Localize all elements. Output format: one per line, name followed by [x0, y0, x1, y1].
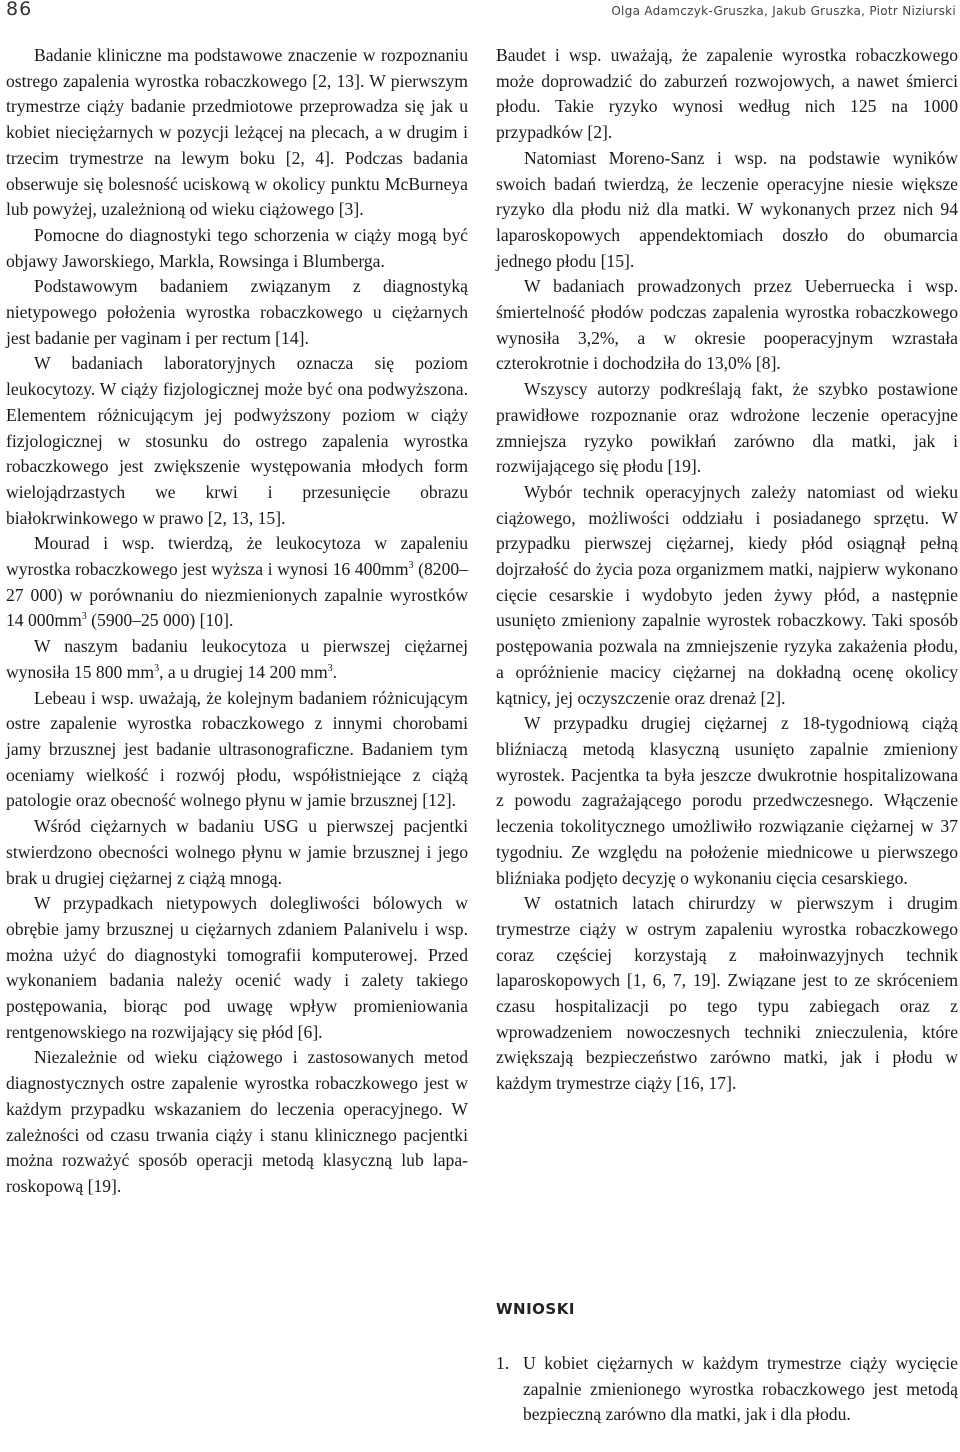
paragraph: Badanie kliniczne ma podstawowe znaczenie w rozpoznaniu ostrego zapalenia wyrostka robaczkowego [2, 13]. W pierwszym trymestrze ciąży badanie przedmiotowe przeprowadza się jak u kobiet nieciężarnych w pozycji leżącej na plecach, a w drugim i trzecim trymestrze na lewym boku [2, 4]. Podczas badania obserwuje się bolesność uciskową w okolicy punktu McBurneya lub powyżej, uzależnioną od wieku ciążowego [3].	[6, 45, 468, 220]
superscript: 3	[408, 560, 414, 572]
paragraph: Pomocne do diagnostyki tego schorzenia w ciąży mogą być objawy Jaworskiego, Markla, Rowsinga i Blumberga.	[6, 224, 468, 271]
text-span: (8200–27 000) w porównaniu do niezmienionych zapalnie wyrostków 14 000mm	[6, 559, 468, 631]
text-span: W naszym badaniu leukocytoza u pierwszej ciężarnej wynosiła 15 800 mm	[6, 636, 468, 682]
paragraph: Natomiast Moreno-Sanz i wsp. na podstawie wyników swoich badań twierdzą, że leczenie operacyjne niesie większe ryzyko dla płodu niż dla matki. W wykonanych przez nich 94 laparoskopowych appendektomiach doszło do obumarcia jednego płodu [15].	[496, 147, 958, 271]
page-number: 86	[6, 0, 33, 20]
list-item-text: U kobiet ciężarnych w każdym trymestrze ciąży wycięcie zapalnie zmienionego wyrostka robaczkowego jest metodą bezpieczną zarówno dla matki, jak i dla płodu.	[523, 1353, 958, 1425]
list-number: 1.	[496, 1353, 510, 1373]
paragraph-own-study	[6, 634, 468, 685]
text-span: (5900–25 000) [10].	[86, 610, 234, 631]
paragraph: Podstawowym badaniem związanym z diagnostyką nietypowego położenia wyrostka robaczkowego u ciężarnych jest badanie per vaginam i per rectum [14].	[6, 276, 468, 348]
superscript: 3	[81, 611, 87, 623]
right-column	[496, 43, 958, 1097]
paragraph: Wśród ciężarnych w badaniu USG u pierwszej pacjentki stwierdzono obecności wolnego płynu w jamie brzusznej i jego brak u drugiej ciężarnej z ciążą mnogą.	[6, 816, 468, 888]
paragraph-mourad	[6, 531, 468, 634]
left-column	[6, 43, 468, 1200]
conclusions-list	[496, 1351, 958, 1428]
text-span: Mourad i wsp. twierdzą, że leukocytoza w zapaleniu wyrostka robaczkowego jest wyższa i wynosi 16 400mm	[6, 533, 468, 580]
paragraph: W przypadkach nietypowych dolegliwości bólowych w obrębie jamy brzusznej u ciężarnych zdaniem Palanivelu i wsp. można użyć do diagnostyki tomografii komputerowej. Przed wykonaniem badania należy ocenić wady i zalety takiego postępowania, biorąc pod uwagę wpływ promieniowania rentgenowskiego na rozwijający się płód [6].	[6, 893, 468, 1042]
paragraph: Lebeau i wsp. uważają, że kolejnym badaniem różnicującym ostre zapalenie wyrostka robaczkowego z innymi chorobami jamy brzusznej jest badanie ultrasonograficzne. Badaniem tym oceniamy wielkość i rozwój płodu, współistniejące z ciążą patologie oraz obecność wolnego płynu w jamie brzusznej [12].	[6, 687, 468, 811]
text-span: , a u drugiej 14 200 mm	[159, 661, 328, 682]
paragraph: W badaniach laboratoryjnych oznacza się poziom leukocytozy. W ciąży fizjologicznej może być ona podwyższona. Elementem różnicującym jej podwyższony poziom w ciąży fizjologicznej w stosunku do ostrego zapalenia wyrostka robaczkowego jest zwiększenie występowania młodych form wielojądrzastych we krwi i przesunięcie obrazu białokrwinkowego w prawo [2, 13, 15].	[6, 353, 468, 528]
running-head-authors: Olga Adamczyk-Gruszka, Jakub Gruszka, Piotr Niziurski	[611, 4, 956, 18]
paragraph: W badaniach prowadzonych przez Ueberruecka i wsp. śmiertelność płodów podczas zapalenia wyrostka robaczkowego wynosiła 3,2%, a w okresie pooperacyjnym wzrastała czterokrotnie i dochodziła do 13,0% [8].	[496, 276, 958, 374]
text-span: .	[332, 661, 338, 682]
paragraph: W przypadku drugiej ciężarnej z 18-tygodniową ciążą bliźniaczą metodą klasyczną usunięto zapalnie zmieniony wyrostek. Pacjentka ta była jeszcze dwukrotnie hospitalizowana z powodu zagrażającego porodu przedwczesnego. Włączenie leczenia tokolitycznego umożliwiło rozwiązanie ciężarnej w 37 tygodniu. Ze względu na położenie miednicowe u pierwszego bliźniaka podjęto decyzję o wykonaniu cięcia cesarskiego.	[496, 713, 958, 888]
paragraph: Wszyscy autorzy podkreślają fakt, że szybko postawione prawidłowe rozpoznanie oraz wdrożone leczenie operacyjne zmniejsza ryzyko powikłań zarówno dla matki, jak i rozwijającego się płodu [19].	[496, 379, 958, 477]
paragraph: W ostatnich latach chirurdzy w pierwszym i drugim trymestrze ciąży w ostrym zapaleniu wyrostka robaczkowego coraz częściej korzystają z małoinwazyjnych technik laparoskopowych [1, 6, 7, 19]. Związane jest to ze skróceniem czasu hospitalizacji po tego typu zabiegach oraz z wprowadzeniem nowoczesnych techniki znieczulenia, które zwiększają bezpieczeństwo zarówno matki, jak i płodu w każdym trymestrze ciąży [16, 17].	[496, 893, 958, 1094]
superscript: 3	[154, 662, 160, 674]
section-heading-conclusions: WNIOSKI	[496, 1300, 575, 1318]
paragraph: Baudet i wsp. uważają, że zapalenie wyrostka robaczkowego może doprowadzić do zaburzeń rozwojowych, a nawet śmierci płodu. Takie ryzyko wynosi według nich 125 na 1000 przypadków [2].	[496, 45, 958, 143]
paragraph: Niezależnie od wieku ciążowego i zastosowanych metod diagnostycznych ostre zapalenie wyrostka robaczkowego jest w każdym przypadku wskazaniem do leczenia operacyjnego. W zależności od czasu trwania ciąży i stanu klinicznego pacjentki można rozważyć sposób operacji metodą klasyczną lub laparoskopową [19].	[6, 1047, 468, 1196]
list-item	[496, 1351, 958, 1428]
superscript: 3	[327, 662, 333, 674]
paragraph: Wybór technik operacyjnych zależy natomiast od wieku ciążowego, możliwości oddziału i posiadanego sprzętu. W przypadku pierwszej ciężarnej, kiedy płód osiągnął pełną dojrzałość do życia poza organizmem matki, najpierw wykonano cięcie cesarskie i wydobyto jeden żywy płód, a następnie usunięto zmieniony zapalnie wyrostek robaczkowy. Taki sposób postępowania pozwala na zmniejszenie ryzyka zakażenia płodu, a opróżnienie macicy ciężarnej na dokładną ocenę okolicy kątnicy, jej oczyszczenie oraz drenaż [2].	[496, 481, 958, 708]
